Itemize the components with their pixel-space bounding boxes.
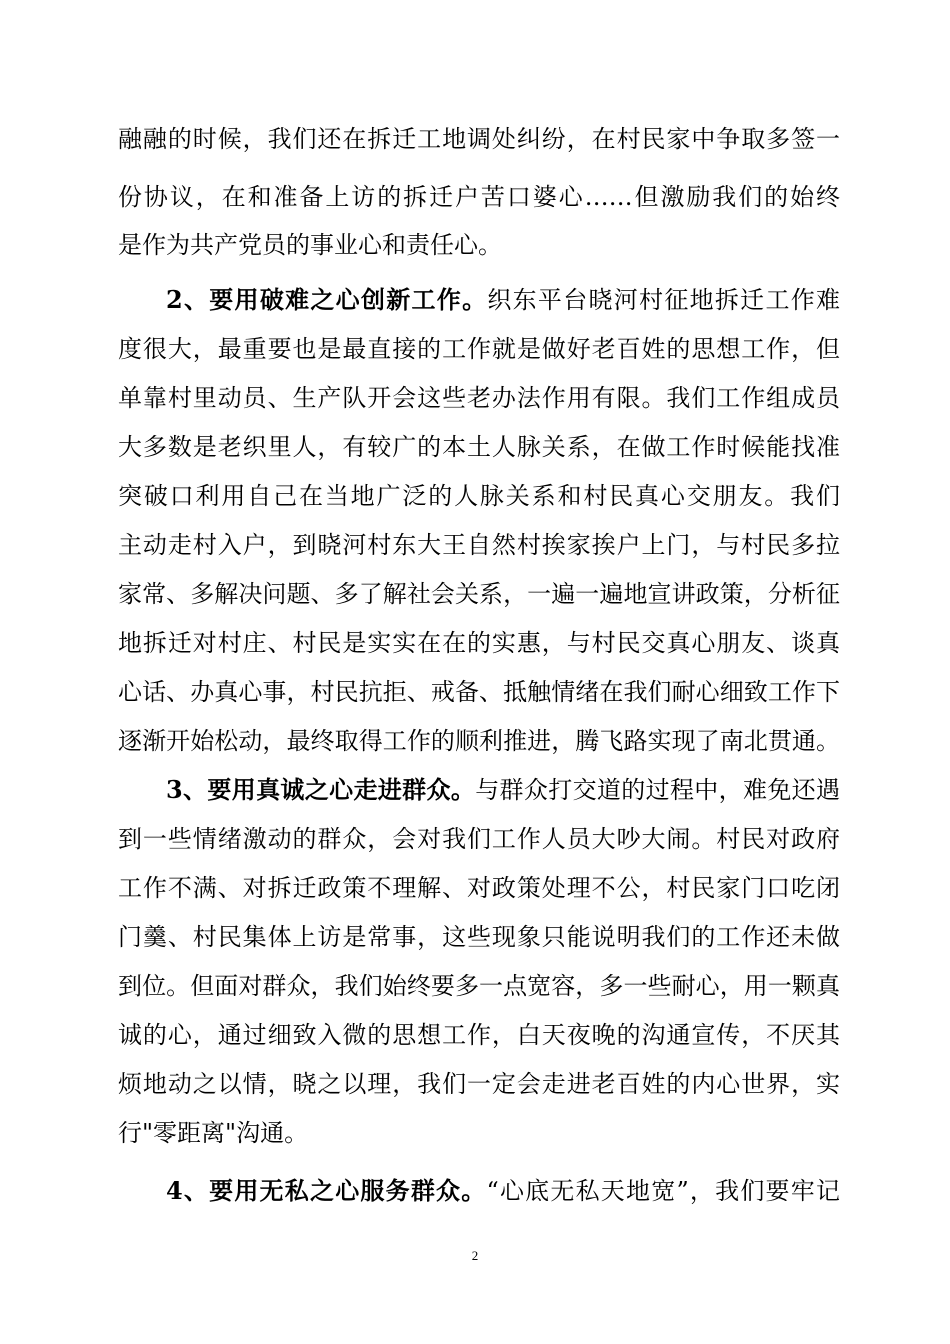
section-3-first-line-text: 与群众打交道的过程中，难免还遇 [475,776,840,804]
section-4-first-line-text: “心底无私天地宽”，我们要牢记 [486,1177,840,1205]
section-2-first-line [166,283,840,317]
section-2-heading: 2、要用破难之心创新工作。 [166,285,488,314]
section-3-heading: 3、要用真诚之心走进群众。 [166,775,476,804]
paragraph-line: 度很大，最重要也是最直接的工作就是做好老百姓的思想工作，但 [118,335,840,363]
section-3-first-line [166,773,840,807]
paragraph-line: 工作不满、对拆迁政策不理解、对政策处理不公，村民家门口吃闭 [118,874,840,902]
paragraph-line: 主动走村入户，到晓河村东大王自然村挨家挨户上门，与村民多拉 [118,531,840,559]
paragraph-line: 到一些情绪激动的群众，会对我们工作人员大吵大闹。村民对政府 [118,825,840,853]
paragraph-line: 融融的时候，我们还在拆迁工地调处纠纷，在村民家中争取多签一 [118,125,840,153]
paragraph-line: 心话、办真心事，村民抗拒、戒备、抵触情绪在我们耐心细致工作下 [118,678,840,706]
section-4-first-line [166,1174,840,1208]
paragraph-line: 行"零距离"沟通。 [118,1119,309,1147]
paragraph-line: 突破口利用自己在当地广泛的人脉关系和村民真心交朋友。我们 [118,482,840,510]
paragraph-line: 家常、多解决问题、多了解社会关系，一遍一遍地宣讲政策，分析征 [118,580,840,608]
paragraph-line: 门羹、村民集体上访是常事，这些现象只能说明我们的工作还未做 [118,923,840,951]
section-4-heading: 4、要用无私之心服务群众。 [166,1176,487,1205]
paragraph-line: 地拆迁对村庄、村民是实实在在的实惠，与村民交真心朋友、谈真 [118,629,840,657]
paragraph-line: 份协议，在和准备上访的拆迁户苦口婆心……但激励我们的始终 [118,183,840,211]
paragraph-line: 逐渐开始松动，最终取得工作的顺利推进，腾飞路实现了南北贯通。 [118,727,840,755]
paragraph-line: 单靠村里动员、生产队开会这些老办法作用有限。我们工作组成员 [118,384,840,412]
paragraph-line: 是作为共产党员的事业心和责任心。 [118,231,502,259]
paragraph-line: 大多数是老织里人，有较广的本土人脉关系，在做工作时候能找准 [118,433,840,461]
paragraph-line: 到位。但面对群众，我们始终要多一点宽容，多一些耐心，用一颗真 [118,972,840,1000]
paragraph-line: 烦地动之以情，晓之以理，我们一定会走进老百姓的内心世界，实 [118,1070,840,1098]
page-number: 2 [471,1248,479,1263]
section-2-first-line-text: 织东平台晓河村征地拆迁工作难 [487,286,840,314]
paragraph-line: 诚的心，通过细致入微的思想工作，白天夜晚的沟通宣传，不厌其 [118,1021,840,1049]
